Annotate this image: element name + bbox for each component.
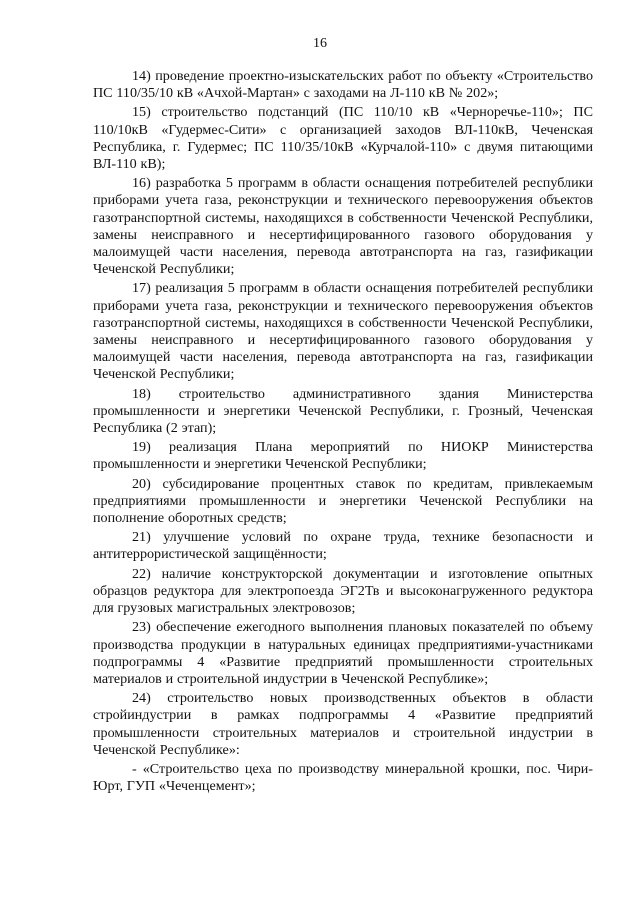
paragraph-18: 18) строительство административного здания Министерства промышленности и энергетики Чеченской Республики, г. Грозный, Чеченская Республика (2 этап); [93, 385, 593, 437]
paragraph-22: 22) наличие конструкторской документации и изготовление опытных образцов редуктора для электропоезда ЭГ2Тв и высоконагруженного редуктора для грузовых магистральных электровозов; [93, 565, 593, 617]
list-item-mineral-crumb-plant: - «Строительство цеха по производству минеральной крошки, пос. Чири-Юрт, ГУП «Чеченцемент»; [93, 760, 593, 795]
paragraph-17: 17) реализация 5 программ в области оснащения потребителей республики приборами учета газа, реконструкции и технического перевооружения объектов газотранспортной системы, находящихся в собственности Чеченской Республики, замены неисправного и несертифицированного газового оборудования у малоимущей части населения, перевода автотранспорта на газ, газификации Чеченской Республики; [93, 280, 593, 383]
paragraph-24: 24) строительство новых производственных объектов в области стройиндустрии в рамках подпрограммы 4 «Развитие предприятий промышленности строительных материалов и строительной индустрии в Чеченской Республике»: [93, 690, 593, 758]
paragraph-16: 16) разработка 5 программ в области оснащения потребителей республики приборами учета газа, реконструкции и технического перевооружения объектов газотранспортной системы, находящихся в собственности Чеченской Республики, замены неисправного и несертифицированного газового оборудования у малоимущей части населения, перевода автотранспорта на газ, газификации Чеченской Республики; [93, 175, 593, 278]
paragraph-21: 21) улучшение условий по охране труда, технике безопасности и антитеррористической защищённости; [93, 529, 593, 563]
document-body [93, 68, 593, 797]
paragraph-19: 19) реализация Плана мероприятий по НИОКР Министерства промышленности и энергетики Чеченской Республики; [93, 439, 593, 473]
paragraph-15: 15) строительство подстанций (ПС 110/10 кВ «Черноречье-110»; ПС 110/10кВ «Гудермес-Сити» с организацией заходов ВЛ-110кВ, Чеченская Республика, г. Гудермес; ПС 110/35/10кВ «Курчалой-110» с двумя питающими ВЛ-110 кВ); [93, 104, 593, 173]
page-number: 16 [313, 36, 327, 51]
paragraph-14: 14) проведение проектно-изыскательских работ по объекту «Строительство ПС 110/35/10 кВ «Ачхой-Мартан» с заходами на Л-110 кВ № 202»; [93, 68, 593, 102]
paragraph-23: 23) обеспечение ежегодного выполнения плановых показателей по объему производства продукции в натуральных единицах предприятиями-участниками подпрограммы 4 «Развитие предприятий промышленности строительных материалов и строительной индустрии в Чеченской Республике»; [93, 619, 593, 687]
paragraph-20: 20) субсидирование процентных ставок по кредитам, привлекаемым предприятиями промышленности и энергетики Чеченской Республики на пополнение оборотных средств; [93, 475, 593, 527]
